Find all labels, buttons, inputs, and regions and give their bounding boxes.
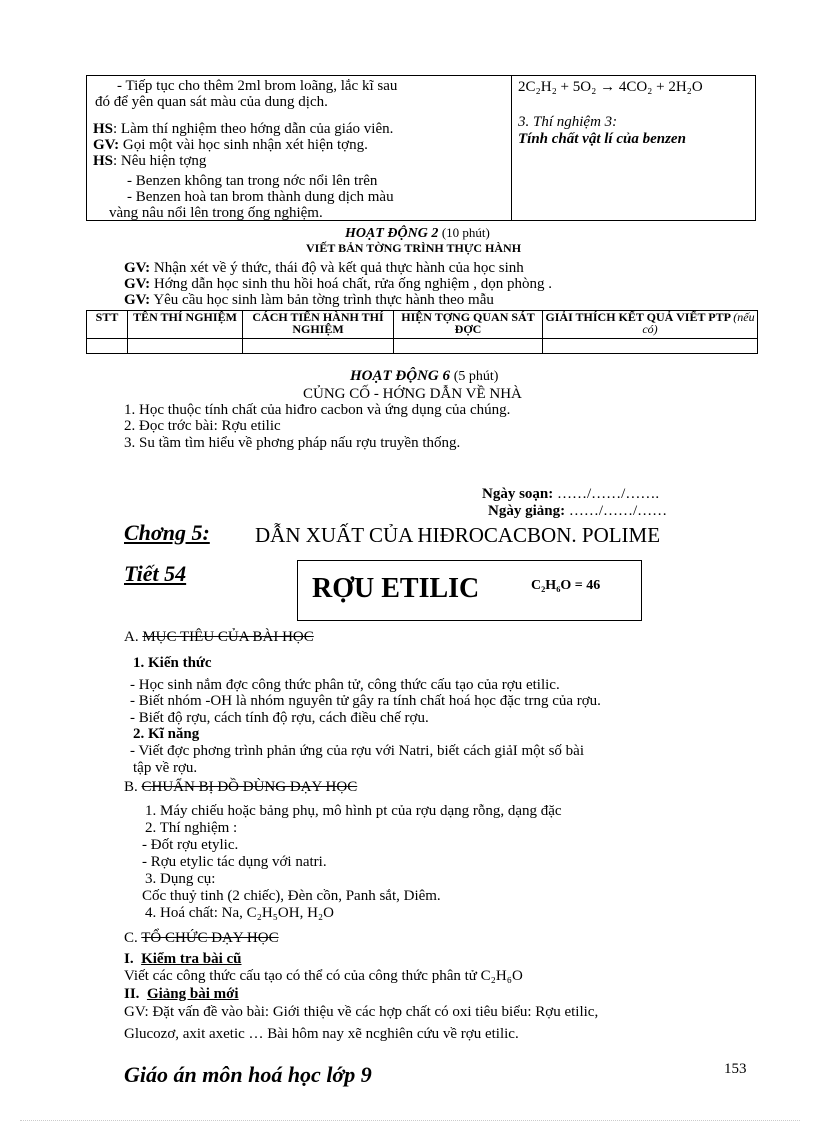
skills-line: tập về rợu.: [133, 760, 198, 776]
section-b-line: 2. Thí nghiệm :: [145, 820, 238, 836]
header-cell: TÊN THÍ NGHIỆM: [128, 311, 243, 339]
text-line: GV: Gọi một vài học sinh nhận xét hiện tợng.: [93, 137, 368, 153]
chapter-label: Chơng 5:: [124, 520, 210, 545]
experiment-title: Tính chất vật lí của benzen: [518, 131, 686, 147]
prep-date: Ngày soạn: ……/……/…….: [482, 486, 660, 502]
page-number: 153: [724, 1061, 747, 1077]
section-b-line: - Rợu etylic tác dụng với natri.: [142, 854, 327, 870]
activity6-item: 3. Su tầm tìm hiểu về phơng pháp nấu rợu truyền thống.: [124, 435, 461, 451]
text-line: - Benzen hoà tan brom thành dung dịch màu: [127, 189, 394, 205]
skills-title: 2. Kĩ năng: [133, 726, 200, 742]
equation: 2C₂H₂ + 5O₂ → 4CO₂ + 2H₂O: [518, 79, 703, 95]
section-b-line: 4. Hoá chất: Na, C₂H₅OH, H₂O: [145, 905, 334, 921]
header-cell: GIẢI THÍCH KẾT QUẢ VIẾT PTP (nếu có): [543, 311, 758, 339]
activity2-title: HOẠT ĐỘNG 2: [345, 226, 439, 241]
lesson-title-box: [297, 560, 642, 621]
part1-heading: I. Kiểm tra bài cũ: [124, 951, 242, 967]
report-table: [86, 310, 758, 354]
footer-title: Giáo án môn hoá học lớp 9: [124, 1062, 372, 1087]
activity6-title: HOẠT ĐỘNG 6: [350, 368, 450, 384]
activity6-time: (5 phút): [453, 369, 499, 384]
empty-cell: [394, 339, 543, 354]
section-b-heading: B. CHUẨN BỊ ĐỒ DÙNG DẠY HỌC: [124, 779, 358, 795]
text-line: vàng nâu nổi lên trong ống nghiệm.: [109, 205, 323, 221]
knowledge-line: - Biết độ rợu, cách tính độ rợu, cách điều chế rợu.: [130, 710, 429, 726]
section-c-heading: C. TỔ CHỨC DẠY HỌC: [124, 930, 279, 946]
chapter-title: DẪN XUẤT CỦA HIĐROCACBON. POLIME: [255, 523, 661, 547]
activity2-time: (10 phút): [441, 225, 490, 240]
skills-line: - Viết đợc phơng trình phản ứng của rợu với Natri, biết cách giảI một số bài: [130, 743, 584, 759]
section-a-heading: A. MỤC TIÊU CỦA BÀI HỌC: [124, 629, 314, 645]
empty-cell: [128, 339, 243, 354]
part2-heading: II. Giảng bài mới: [124, 986, 239, 1002]
knowledge-line: - Biết nhóm -OH là nhóm nguyên tử gây ra tính chất hoá học đặc trng của rợu.: [130, 693, 601, 709]
intro-line: Glucozơ, axit axetic … Bài hôm nay xẽ ncghiên cứu về rợu etilic.: [124, 1026, 519, 1042]
lesson-label: Tiết 54: [124, 561, 187, 586]
top-table-left-cell: [87, 76, 512, 221]
knowledge-line: - Học sinh nắm đợc công thức phân tử, công thức cấu tạo của rợu etilic.: [130, 677, 560, 693]
empty-cell: [543, 339, 758, 354]
activity6-subtitle: CỦNG CỐ - HỚNG DẪN VỀ NHÀ: [303, 386, 522, 402]
bottom-divider: [20, 1120, 800, 1121]
section-b-line: 3. Dụng cụ:: [145, 871, 216, 887]
teach-date: Ngày giảng: ……/……/……: [488, 503, 668, 519]
header-cell: CÁCH TIẾN HÀNH THÍ NGHIỆM: [243, 311, 394, 339]
lesson-formula: C₂H₆O = 46: [531, 578, 601, 593]
section-b-line: 1. Máy chiếu hoặc bảng phụ, mô hình pt của rợu dạng rỗng, dạng đặc: [145, 803, 562, 819]
top-table: [86, 75, 756, 221]
text-line: HS: Làm thí nghiệm theo hớng dẫn của giáo viên.: [93, 121, 394, 137]
lesson-title: RỢU ETILIC: [312, 573, 480, 604]
section-b-line: - Đốt rợu etylic.: [142, 837, 239, 853]
experiment-label: 3. Thí nghiệm 3:: [518, 114, 618, 130]
activity6-item: 1. Học thuộc tính chất của hiđro cacbon và ứng dụng của chúng.: [124, 402, 511, 418]
empty-cell: [243, 339, 394, 354]
text-line: - Tiếp tục cho thêm 2ml brom loãng, lắc kĩ sau: [117, 78, 398, 94]
header-cell: HIỆN TỢNG QUAN SÁT ĐỢC: [394, 311, 543, 339]
text-line: đó để yên quan sát màu của dung dịch.: [95, 94, 328, 110]
activity2-subtitle: VIẾT BẢN TỜNG TRÌNH THỰC HÀNH: [306, 241, 522, 255]
section-b-line: Cốc thuỷ tinh (2 chiếc), Đèn cồn, Panh sắt, Diêm.: [142, 888, 441, 904]
activity6-item: 2. Đọc trớc bài: Rợu etilic: [124, 418, 281, 434]
header-cell: STT: [87, 311, 128, 339]
activity2-line: GV: Hớng dẫn học sinh thu hồi hoá chất, rửa ống nghiệm , dọn phòng .: [124, 276, 552, 292]
text-line: HS: Nêu hiện tợng: [93, 153, 207, 169]
activity2-heading: [345, 225, 490, 242]
top-table-right-cell: [512, 76, 756, 221]
knowledge-title: 1. Kiến thức: [133, 655, 212, 671]
activity2-line: GV: Yêu cầu học sinh làm bản tờng trình thực hành theo mẫu: [124, 292, 494, 308]
activity6-heading: [350, 368, 498, 385]
intro-line: GV: Đặt vấn đề vào bài: Giới thiệu về các hợp chất có oxi tiêu biểu: Rợu etilic,: [124, 1004, 599, 1020]
activity2-line: GV: Nhận xét về ý thức, thái độ và kết quả thực hành của học sinh: [124, 260, 524, 276]
part1-text: Viết các công thức cấu tạo có thể có của công thức phân tử C₂H₆O: [124, 968, 523, 984]
empty-cell: [87, 339, 128, 354]
text-line: - Benzen không tan trong nớc nổi lên trên: [127, 173, 378, 189]
